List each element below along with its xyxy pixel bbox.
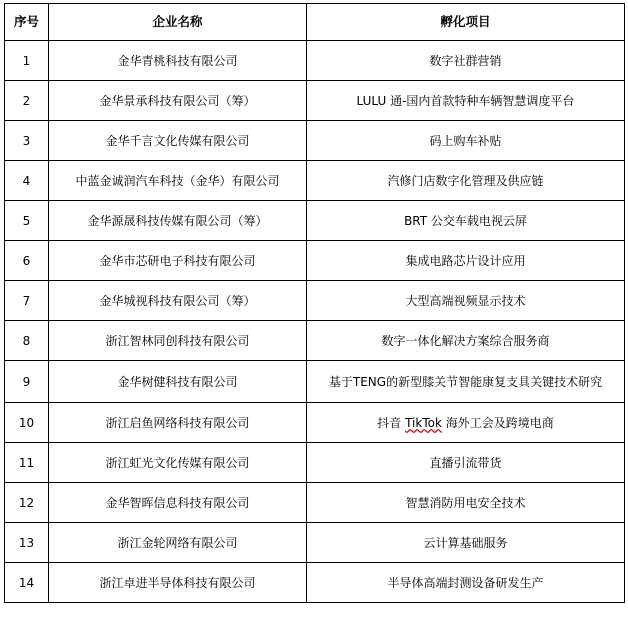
table-row [5, 563, 625, 603]
row-project: 大型高端视频显示技术 [307, 281, 625, 321]
row-project: 半导体高端封测设备研发生产 [307, 563, 625, 603]
row-company: 浙江智林同创科技有限公司 [49, 321, 307, 361]
project-text-post: 海外工会及跨境电商 [441, 415, 554, 430]
row-company: 中蓝金诚润汽车科技（金华）有限公司 [49, 161, 307, 201]
row-index: 11 [5, 443, 49, 483]
row-company: 金华智晖信息科技有限公司 [49, 483, 307, 523]
table-row [5, 403, 625, 443]
row-project: 集成电路芯片设计应用 [307, 241, 625, 281]
row-company: 浙江启鱼网络科技有限公司 [49, 403, 307, 443]
row-project: 汽修门店数字化管理及供应链 [307, 161, 625, 201]
row-index: 6 [5, 241, 49, 281]
row-project: BRT 公交车载电视云屏 [307, 201, 625, 241]
row-company: 金华景承科技有限公司（筹） [49, 81, 307, 121]
row-project: 数字一体化解决方案综合服务商 [307, 321, 625, 361]
row-company: 金华树健科技有限公司 [49, 361, 307, 403]
table-row [5, 121, 625, 161]
row-index: 3 [5, 121, 49, 161]
row-company: 浙江虹光文化传媒有限公司 [49, 443, 307, 483]
row-index: 14 [5, 563, 49, 603]
table-row [5, 523, 625, 563]
spellcheck-word: TikTok [405, 415, 442, 430]
row-company: 金华城视科技有限公司（筹） [49, 281, 307, 321]
table-row [5, 483, 625, 523]
table-row [5, 361, 625, 403]
header-row [5, 4, 625, 41]
table-row [5, 241, 625, 281]
row-project: 码上购车补贴 [307, 121, 625, 161]
row-index: 9 [5, 361, 49, 403]
row-company: 金华市芯研电子科技有限公司 [49, 241, 307, 281]
row-index: 10 [5, 403, 49, 443]
row-index: 4 [5, 161, 49, 201]
row-project [307, 403, 625, 443]
row-index: 7 [5, 281, 49, 321]
table-row [5, 321, 625, 361]
row-project: 数字社群营销 [307, 41, 625, 81]
row-index: 5 [5, 201, 49, 241]
project-text-pre: 抖音 [377, 415, 406, 430]
row-company: 金华青桃科技有限公司 [49, 41, 307, 81]
row-index: 2 [5, 81, 49, 121]
table-row [5, 281, 625, 321]
header-company: 企业名称 [49, 4, 307, 41]
incubation-table [4, 3, 625, 603]
table-row [5, 161, 625, 201]
row-project: 直播引流带货 [307, 443, 625, 483]
row-index: 13 [5, 523, 49, 563]
header-index: 序号 [5, 4, 49, 41]
row-project: 智慧消防用电安全技术 [307, 483, 625, 523]
row-company: 金华千言文化传媒有限公司 [49, 121, 307, 161]
row-project: LULU 通-国内首款特种车辆智慧调度平台 [307, 81, 625, 121]
table-row [5, 81, 625, 121]
row-index: 12 [5, 483, 49, 523]
row-company: 金华源晟科技传媒有限公司（筹） [49, 201, 307, 241]
table-row [5, 443, 625, 483]
table-row [5, 41, 625, 81]
row-company: 浙江卓进半导体科技有限公司 [49, 563, 307, 603]
row-index: 1 [5, 41, 49, 81]
table-wrapper [4, 3, 625, 603]
row-index: 8 [5, 321, 49, 361]
row-project: 基于TENG的新型膝关节智能康复支具关键技术研究 [307, 361, 625, 403]
row-company: 浙江金轮网络有限公司 [49, 523, 307, 563]
table-row [5, 201, 625, 241]
header-project: 孵化项目 [307, 4, 625, 41]
row-project: 云计算基础服务 [307, 523, 625, 563]
